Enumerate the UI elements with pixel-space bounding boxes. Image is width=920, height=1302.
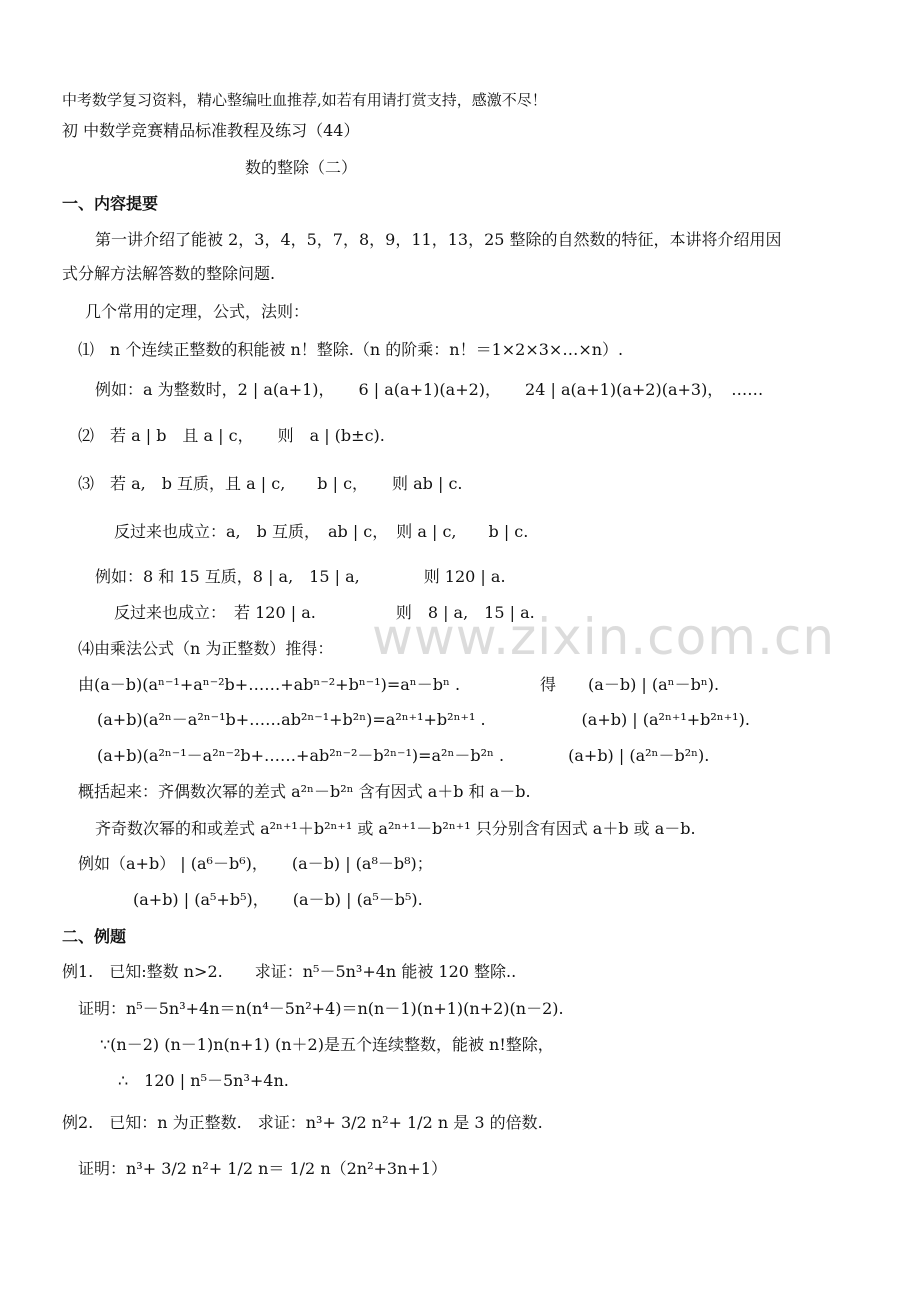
section1-heading: 一、内容提要	[62, 194, 159, 213]
example-1-therefore: ∴ 120 | n⁵－5n³+4n.	[118, 1071, 289, 1090]
watermark: www.zixin.com.cn	[372, 608, 836, 666]
intro-line-1: 第一讲介绍了能被 2，3，4，5，7，8，9，11，13，25 整除的自然数的特征，本讲将介绍用因	[95, 230, 782, 249]
summary-1: 概括起来：齐偶数次幂的差式 a²ⁿ－b²ⁿ 含有因式 a＋b 和 a－b.	[78, 782, 531, 801]
rule-1: ⑴ n 个连续正整数的积能被 n！整除.（n 的阶乘：n！＝1×2×3×…×n）.	[78, 340, 624, 359]
lesson-title: 数的整除（二）	[245, 158, 358, 177]
rule-3-converse: 反过来也成立：a, b 互质， ab | c， 则 a | c, b | c.	[114, 522, 529, 541]
summary-example-2: (a+b) | (a⁵+b⁵)， (a－b) | (a⁵－b⁵).	[133, 890, 423, 909]
formula-1: 由(a－b)(aⁿ⁻¹+aⁿ⁻²b+……+abⁿ⁻²+bⁿ⁻¹)=aⁿ－bⁿ . 得 (a－b) | (aⁿ－bⁿ).	[78, 675, 720, 694]
rule-3-example: 例如：8 和 15 互质，8 | a, 15 | a, 则 120 | a.	[95, 567, 506, 586]
example-1: 例1. 已知:整数 n>2. 求证：n⁵－5n³+4n 能被 120 整除..	[62, 962, 517, 981]
summary-example-1: 例如（a+b） | (a⁶－b⁶)， (a－b) | (a⁸－b⁸)；	[78, 854, 433, 873]
intro-line-2: 式分解方法解答数的整除问题.	[62, 264, 276, 283]
formula-3: (a+b)(a²ⁿ⁻¹－a²ⁿ⁻²b+……+ab²ⁿ⁻²－b²ⁿ⁻¹)=a²ⁿ－b²ⁿ . (a+b) | (a²ⁿ－b²ⁿ).	[97, 746, 710, 765]
example-2-proof: 证明：n³+ 3/2 n²+ 1/2 n＝ 1/2 n（2n²+3n+1）	[78, 1159, 448, 1178]
rule-3-example-converse: 反过来也成立： 若 120 | a. 则 8 | a, 15 | a.	[114, 603, 535, 622]
example-2: 例2. 已知：n 为正整数. 求证：n³+ 3/2 n²+ 1/2 n 是 3 的倍数.	[62, 1113, 543, 1132]
section2-heading: 二、例题	[62, 927, 127, 946]
course-title: 初 中数学竞赛精品标准教程及练习（44）	[62, 121, 360, 140]
summary-2: 齐奇数次幂的和或差式 a²ⁿ⁺¹＋b²ⁿ⁺¹ 或 a²ⁿ⁺¹－b²ⁿ⁺¹ 只分别含有因式 a＋b 或 a－b.	[95, 819, 696, 838]
rule-1-example: 例如：a 为整数时，2 | a(a+1)， 6 | a(a+1)(a+2)， 24 | a(a+1)(a+2)(a+3)， ……	[95, 380, 764, 399]
rule-3: ⑶ 若 a, b 互质，且 a | c, b | c， 则 ab | c.	[78, 474, 463, 493]
theorems-title: 几个常用的定理，公式，法则：	[85, 302, 310, 321]
example-1-proof: 证明：n⁵－5n³+4n＝n(n⁴－5n²+4)＝n(n－1)(n+1)(n+2)(n－2).	[78, 999, 564, 1018]
rule-4: ⑷由乘法公式（n 为正整数）推得：	[78, 639, 334, 658]
rule-2: ⑵ 若 a | b 且 a | c， 则 a | (b±c).	[78, 426, 385, 445]
header-note: 中考数学复习资料，精心整编吐血推荐,如若有用请打赏支持，感激不尽！	[62, 91, 547, 109]
formula-2: (a+b)(a²ⁿ－a²ⁿ⁻¹b+……ab²ⁿ⁻¹+b²ⁿ)=a²ⁿ⁺¹+b²ⁿ⁺¹ . (a+b) | (a²ⁿ⁺¹+b²ⁿ⁺¹).	[97, 710, 750, 729]
example-1-because: ∵(n－2) (n－1)n(n+1) (n＋2)是五个连续整数，能被 n!整除，	[100, 1035, 554, 1054]
